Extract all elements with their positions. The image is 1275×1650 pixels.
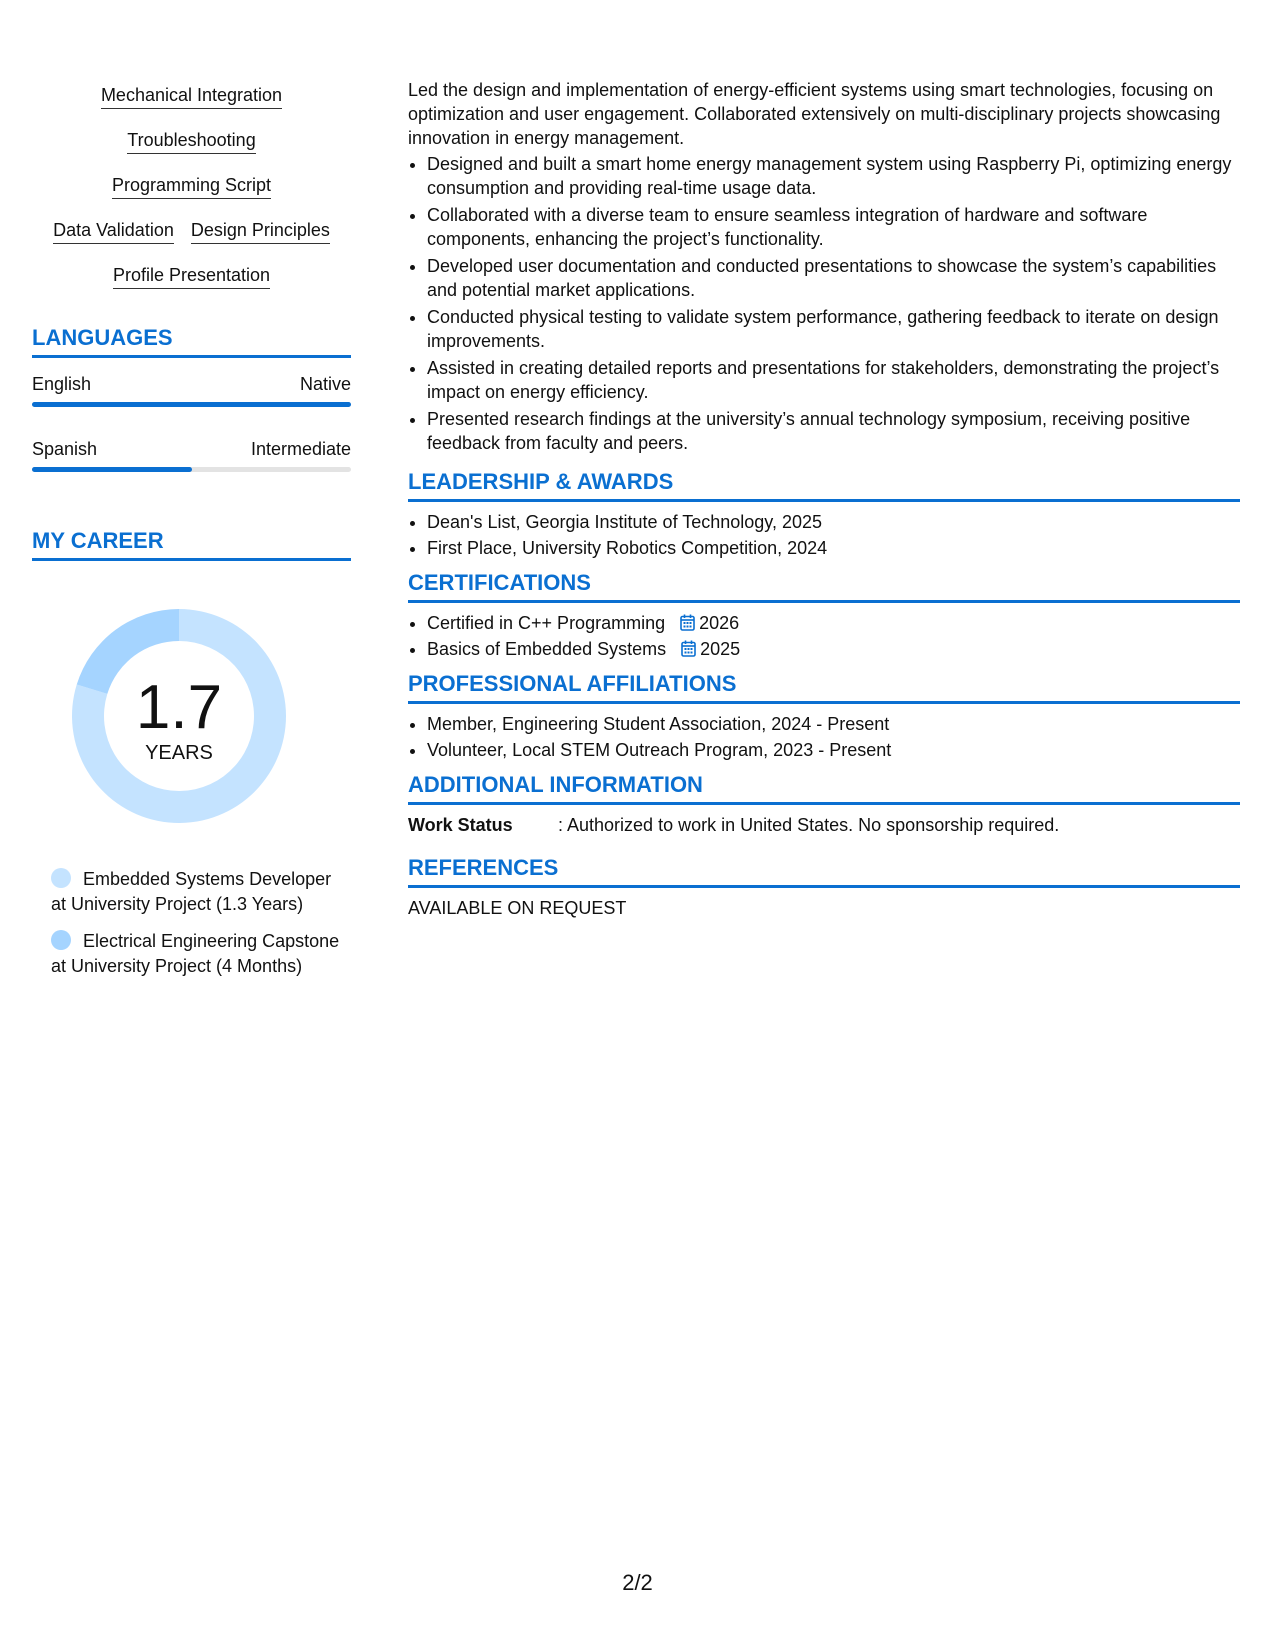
skill-row <box>32 219 351 244</box>
page-number: 2/2 <box>622 1570 653 1595</box>
career-legend-item <box>51 867 341 917</box>
skill-tag: Mechanical Integration <box>101 84 282 109</box>
certification-item <box>427 637 1240 661</box>
experience-bullet: • Presented research findings at the university’s annual technology symposium, receiving positive feedback from faculty and peers. <box>427 407 1240 455</box>
experience-summary: Led the design and implementation of energy-efficient systems using smart technologies, focusing on optimization and user engagement. Collaborated extensively on multi-disciplinary projects showcasing innovation in energy management. <box>408 80 1221 148</box>
skill-row <box>32 264 351 289</box>
certifications-title: CERTIFICATIONS <box>408 570 1240 603</box>
career-legend-item <box>51 929 341 979</box>
language-name: Spanish <box>32 439 98 459</box>
calendar-icon <box>681 640 696 657</box>
legend-dot-icon <box>51 930 71 950</box>
career-legend-label: Electrical Engineering Capstone at University Project (4 Months) <box>51 931 340 976</box>
leadership-section <box>408 469 1240 560</box>
experience-bullet: • Conducted physical testing to validate system performance, gathering feedback to iterate on design improvements. <box>427 305 1240 353</box>
language-bar <box>32 467 351 472</box>
experience-bullet: • Collaborated with a diverse team to ensure seamless integration of hardware and software components, enhancing the project’s functionality. <box>427 203 1240 251</box>
affiliations-list <box>408 712 1240 762</box>
right-column <box>408 78 1240 920</box>
certification-year: 2026 <box>699 613 740 633</box>
experience-bullet: • Developed user documentation and conducted presentations to showcase the system’s capabilities and potential market applications. <box>427 254 1240 302</box>
language-bar-fill <box>32 402 351 407</box>
skill-row <box>32 129 351 154</box>
skill-row <box>32 174 351 199</box>
leadership-list <box>408 510 1240 560</box>
experience-bullets <box>408 152 1240 455</box>
skill-tag: Profile Presentation <box>113 264 270 289</box>
calendar-icon <box>680 614 695 631</box>
skill-tag: Data Validation <box>53 219 174 244</box>
career-total-unit: YEARS <box>145 742 213 764</box>
language-bar <box>32 402 351 407</box>
career-title: MY CAREER <box>32 528 351 561</box>
language-item <box>32 372 351 407</box>
affiliation-item: • Volunteer, Local STEM Outreach Program, 2023 - Present <box>427 738 1240 762</box>
career-total-value: 1.7 <box>135 673 223 742</box>
leadership-title: LEADERSHIP & AWARDS <box>408 469 1240 502</box>
career-legend <box>32 867 341 979</box>
leadership-item: • Dean's List, Georgia Institute of Technology, 2025 <box>427 510 1240 534</box>
certifications-list <box>408 611 1240 661</box>
languages-title: LANGUAGES <box>32 325 351 358</box>
experience-bullet: • Assisted in creating detailed reports and presentations for stakeholders, demonstrating the project’s impact on energy efficiency. <box>427 356 1240 404</box>
work-status-label: Work Status <box>408 815 513 835</box>
language-item <box>32 437 351 472</box>
certification-item <box>427 611 1240 635</box>
additional-info-section <box>408 772 1240 837</box>
references-text: AVAILABLE ON REQUEST <box>408 898 627 918</box>
references-title: REFERENCES <box>408 855 1240 888</box>
left-column <box>32 84 351 991</box>
experience-bullet: • Designed and built a smart home energy management system using Raspberry Pi, optimizing energy consumption and providing real-time usage data. <box>427 152 1240 200</box>
affiliation-item: • Member, Engineering Student Association, 2024 - Present <box>427 712 1240 736</box>
skill-tag: Design Principles <box>191 219 330 244</box>
work-status-row <box>408 813 1240 837</box>
legend-dot-icon <box>51 868 71 888</box>
language-level: Native <box>299 374 351 394</box>
certification-name: Certified in C++ Programming <box>427 613 666 633</box>
skill-tag: Troubleshooting <box>127 129 255 154</box>
languages-section <box>32 325 351 472</box>
skills-list <box>32 84 351 289</box>
skill-tag: Programming Script <box>112 174 271 199</box>
additional-info-title: ADDITIONAL INFORMATION <box>408 772 1240 805</box>
career-donut-chart <box>64 601 294 831</box>
career-section <box>32 528 351 979</box>
language-name: English <box>32 374 92 394</box>
affiliations-title: PROFESSIONAL AFFILIATIONS <box>408 671 1240 704</box>
certification-name: Basics of Embedded Systems <box>427 639 667 659</box>
affiliations-section <box>408 671 1240 762</box>
donut-center <box>64 601 294 831</box>
language-level: Intermediate <box>250 439 351 459</box>
career-legend-label: Embedded Systems Developer at University Project (1.3 Years) <box>51 869 332 914</box>
skill-row <box>32 84 351 109</box>
certifications-section <box>408 570 1240 661</box>
language-bar-fill <box>32 467 192 472</box>
work-status-value: : Authorized to work in United States. No sponsorship required. <box>558 815 1060 835</box>
leadership-item: • First Place, University Robotics Competition, 2024 <box>427 536 1240 560</box>
certification-year: 2025 <box>700 639 741 659</box>
references-section <box>408 855 1240 920</box>
